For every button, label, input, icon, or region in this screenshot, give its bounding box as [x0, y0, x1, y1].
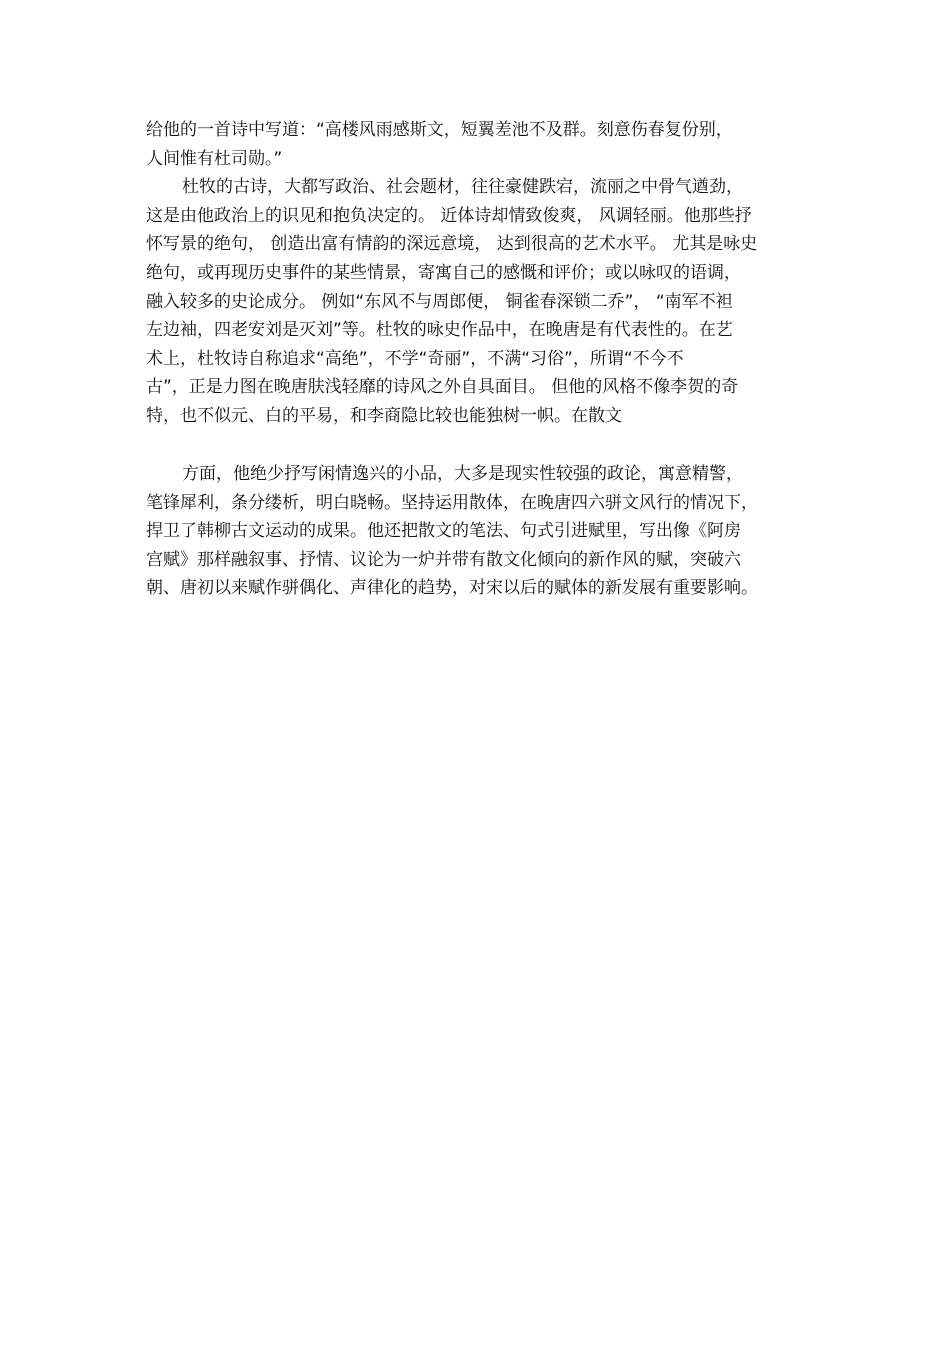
text-line: 绝句，或再现历史事件的某些情景，寄寓自己的感慨和评价；或以咏叹的语调， [146, 262, 741, 283]
text-line: 朝、唐初以来赋作骈偶化、声律化的趋势，对宋以后的赋体的新发展有重要影响。 [146, 578, 758, 599]
text-line: 怀写景的绝句， 创造出富有情韵的深远意境， 达到很高的艺术水平。 尤其是咏史 [146, 234, 758, 255]
paragraph-start-line: 杜牧的古诗，大都写政治、社会题材，往往豪健跌宕，流丽之中骨气遒劲， [182, 177, 743, 198]
text-line: 这是由他政治上的识见和抱负决定的。 近体诗却情致俊爽， 风调轻丽。他那些抒 [146, 205, 752, 226]
text-line: 笔锋犀利，条分缕析，明白晓畅。坚持运用散体，在晚唐四六骈文风行的情况下， [146, 492, 758, 513]
text-line: 捍卫了韩柳古文运动的成果。他还把散文的笔法、句式引进赋里，写出像《阿房 [146, 521, 741, 542]
text-line: 融入较多的史论成分。 例如“东风不与周郎便， 铜雀春深锁二乔”， “南军不袒 [146, 291, 733, 312]
text-block-upper [146, 116, 806, 431]
text-block-lower [146, 460, 806, 603]
text-line: 人间惟有杜司勋。” [146, 148, 283, 169]
text-line: 特，也不似元、白的平易，和李商隐比较也能独树一帜。在散文 [146, 405, 622, 426]
text-line: 左边袖，四老安刘是灭刘”等。杜牧的咏史作品中，在晚唐是有代表性的。在艺 [146, 320, 733, 341]
text-line: 术上，杜牧诗自称追求“高绝”，不学“奇丽”，不满“习俗”，所谓“不今不 [146, 348, 684, 369]
text-line: 宫赋》那样融叙事、抒情、议论为一炉并带有散文化倾向的新作风的赋，突破六 [146, 549, 741, 570]
text-line: 给他的一首诗中写道：“高楼风雨感斯文，短翼差池不及群。刻意伤春复份别， [146, 120, 733, 140]
paragraph-start-line: 方面，他绝少抒写闲情逸兴的小品，大多是现实性较强的政论，寓意精警， [182, 464, 743, 484]
text-line: 古”，正是力图在晚唐肤浅轻靡的诗风之外自具面目。 但他的风格不像李贺的奇 [146, 377, 739, 398]
